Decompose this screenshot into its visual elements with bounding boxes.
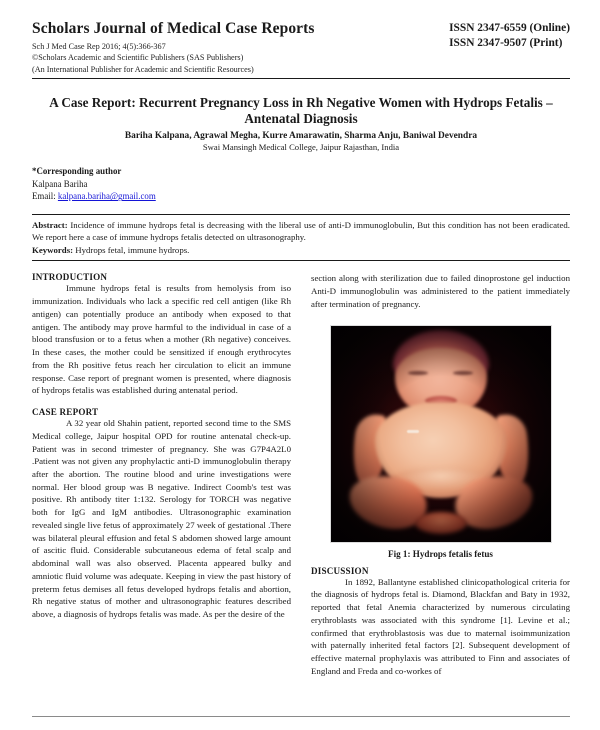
section-heading-introduction: INTRODUCTION xyxy=(32,272,108,283)
left-column xyxy=(32,272,291,677)
issn-online: ISSN 2347-6559 (Online) xyxy=(449,22,570,34)
paragraph-spacer xyxy=(32,397,291,407)
continued-paragraph: section along with sterilization due to failed dinoprostone gel induction Anti-D immunoglobulin was administered to the patient immediately after termination of pregnancy. xyxy=(311,273,570,309)
article-head xyxy=(32,95,570,152)
keywords-text: Hydrops fetal, immune hydrops. xyxy=(73,245,190,256)
journal-publisher: ©Scholars Academic and Scientific Publishers (SAS Publishers) xyxy=(32,53,244,63)
body-columns xyxy=(32,272,570,677)
section-heading-case-report: CASE REPORT xyxy=(32,407,99,418)
issn-block xyxy=(441,20,570,52)
affiliation: Swai Mansingh Medical College, Jaipur Rajasthan, India xyxy=(202,141,400,152)
email-link[interactable]: kalpana.bariha@gmail.com xyxy=(57,191,156,202)
email-label: Email: xyxy=(32,191,56,202)
corresponding-author-email-row xyxy=(32,190,570,203)
keywords-label: Keywords: xyxy=(32,245,74,256)
keywords-paragraph xyxy=(32,244,570,256)
photo-vignette xyxy=(331,326,551,542)
journal-title: Scholars Journal of Medical Case Reports xyxy=(32,20,315,37)
abstract-text: Incidence of immune hydrops fetal is decreasing with the liberal use of anti-D immunoglobulin, But this condition has not been eradicated. We report here a case of immune hydrops fetalis detected on ultrasonography. xyxy=(32,219,570,243)
introduction-paragraph: Immune hydrops fetal is results from hemolysis from iso immunization. Individuals who lack a specific red cell antigen (like Rh antigen) can potentially produce an antibody when exposed to that antigen. The antibody may prove harmful to the individual in case of a blood transfusion or to a fetus when a mother (Rh negative) conceives. In these cases, the mother could be sensitized if enough erythrocytes from the Rh positive fetus reach her circulation to elicit an immune response. Case report of pregnant women is presented, where diagnosis of hydrops fetalis was established during antenatal period. xyxy=(32,283,291,396)
discussion-paragraph: In 1892, Ballantyne established clinicopathological criteria for the diagnosis of hydrops fetal is. Diamond, Blackfan and Baty in 1932, reported that fetal Anemia characterized by numerous circulating erythroblasts was associated with this syndrome [1]. Levine et al.; confirmed that erythroblastosis was due to maternal isoimmunization with paternally inherited fetal factors [2]. Subsequent development of effective maternal prophylaxis was attributed to Finn and associates of England and Freda and co-workes of xyxy=(311,576,570,676)
abstract-block xyxy=(32,214,570,262)
clinical-photo-image xyxy=(330,325,552,543)
issn-print: ISSN 2347-9507 (Print) xyxy=(449,37,563,50)
author-list: Bariha Kalpana, Agrawal Megha, Kurre Amarawatin, Sharma Anju, Baniwal Devendra xyxy=(124,130,478,141)
corresponding-author-block xyxy=(32,165,570,203)
journal-citation: Sch J Med Case Rep 2016; 4(5):366-367 xyxy=(32,42,166,52)
figure-spacer xyxy=(311,559,570,566)
journal-publisher-scope: (An International Publisher for Academic and Scientific Resources) xyxy=(32,64,254,74)
corresponding-author-heading: *Corresponding author xyxy=(32,165,122,176)
abstract-paragraph xyxy=(32,219,570,243)
figure-1 xyxy=(311,325,570,559)
abstract-label: Abstract: xyxy=(32,219,68,230)
corresponding-author-name: Kalpana Bariha xyxy=(32,178,88,189)
masthead-left xyxy=(32,20,441,75)
figure-caption: Fig 1: Hydrops fetalis fetus xyxy=(388,548,493,559)
case-report-paragraph: A 32 year old Shahin patient, reported second time to the SMS Medical college, Jaipur hospital OPD for routine antenatal check-up. Patient was in second trimester of pregnancy. She was G7P4A2L0 .Patient was not given any prophylactic anti-D immunoglobulin therapy after the abortion. The routine blood and urine investigations were normal. Her blood group was B negative. Indirect Coomb's test was positive. Rh antibody titer 1:132. Serology for TORCH was negative both for IgG and IgM antibodies. Ultrasonographic examination revealed single live fetus of approximately 27 week of gestational .There was bilateral pleural effusion and fetal S abdomen showed large amount of ascitic fluid. Considerable subcutaneous edema of fetal scalp and abdominal wall was also observed. Placenta appeared bulky and amniotic fluid volume was adequate. Keeping in view the past history of preterm fetus demises all fetus developed hydrops fetalis and abortion, Rh negative status of mother and ultrasonographic features described above, a diagnosis of hydrops fetalis was made. As per the desire of the xyxy=(32,418,291,620)
masthead-divider xyxy=(32,78,570,79)
right-column xyxy=(311,272,570,677)
article-title: A Case Report: Recurrent Pregnancy Loss in Rh Negative Women with Hydrops Fetalis –Antenatal Diagnosis xyxy=(49,94,553,127)
footer-divider xyxy=(32,716,570,717)
masthead xyxy=(32,20,570,75)
section-heading-discussion: DISCUSSION xyxy=(311,565,369,576)
